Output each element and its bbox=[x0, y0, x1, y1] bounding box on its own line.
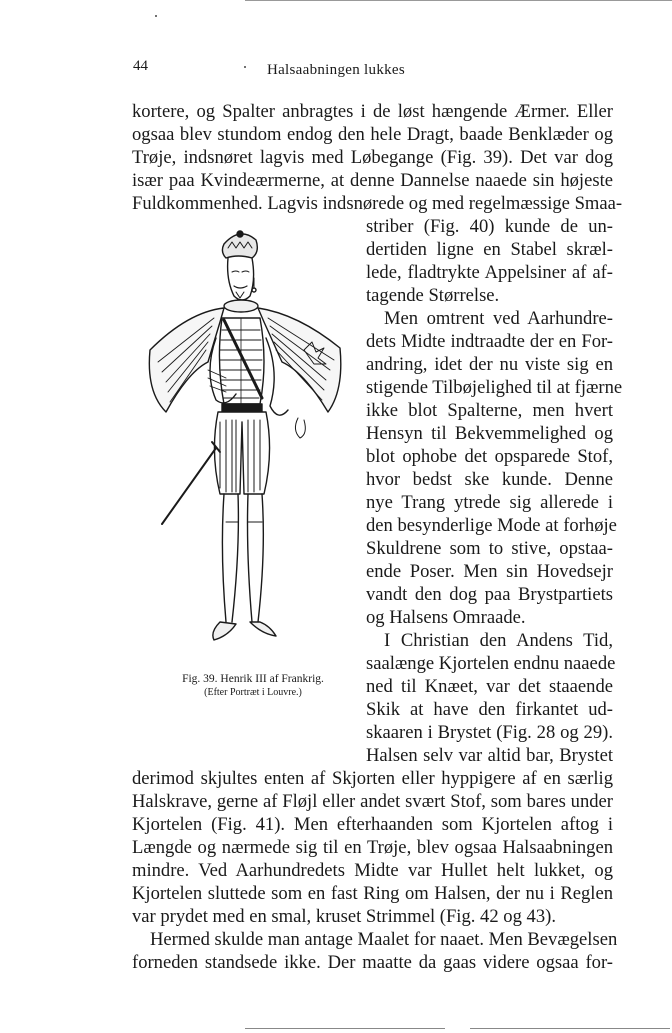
text-line: Skik at have den firkantet ud- bbox=[366, 699, 613, 720]
running-title: Halsaabningen lukkes bbox=[266, 62, 406, 78]
text-line: Trøje, indsnøret lagvis med Løbegange (Fig. 39). Det var dog bbox=[132, 147, 613, 168]
figure-caption: Fig. 39. Henrik III af Frankrig. bbox=[182, 673, 324, 685]
text-line: den besynderlige Mode at forhøje bbox=[366, 515, 617, 536]
text-line: blot ophobe det opsparede Stof, bbox=[366, 446, 613, 467]
figure-credit: (Efter Portræt i Louvre.) bbox=[204, 687, 302, 698]
text-line: ikke blot Spalterne, men hvert bbox=[366, 400, 613, 421]
text-line: dertiden ligne en Stabel skræl- bbox=[366, 239, 613, 260]
text-line: mindre. Ved Aarhundredets Midte var Hullet helt lukket, og bbox=[132, 860, 613, 881]
text-line: ned til Knæet, var det staaende bbox=[366, 676, 613, 697]
text-line: tagende Størrelse. bbox=[366, 285, 500, 306]
top-edge-line bbox=[245, 0, 672, 1]
text-line: Halskrave, gerne af Fløjl eller andet svært Stof, som bares under bbox=[132, 791, 613, 812]
text-line: dets Midte indtraadte der en For- bbox=[366, 331, 613, 352]
text-line: lede, fladtrykte Appelsiner af af- bbox=[366, 262, 613, 283]
text-line: Halsen selv var altid bar, Brystet bbox=[366, 745, 613, 766]
text-line: og Halsens Omraade. bbox=[366, 607, 526, 628]
bottom-edge-line bbox=[470, 1028, 670, 1029]
figure-illustration bbox=[128, 222, 358, 662]
page-number: 44 bbox=[133, 58, 148, 74]
text-line: var prydet med en smal, kruset Strimmel (Fig. 42 og 43). bbox=[132, 906, 556, 927]
text-line: derimod skjultes enten af Skjorten eller hyppigere af en særlig bbox=[132, 768, 613, 789]
text-line: I Christian den Andens Tid, bbox=[384, 630, 613, 651]
text-line: hvor bedst ske kunde. Denne bbox=[366, 469, 613, 490]
text-line: Hermed skulde man antage Maalet for naaet. Men Bevægelsen bbox=[150, 929, 618, 950]
text-line: Men omtrent ved Aarhundre- bbox=[384, 308, 613, 329]
text-line: Kjortelen (Fig. 41). Men efterhaanden som Kjortelen aftog i bbox=[132, 814, 613, 835]
text-line: andring, idet der nu viste sig en bbox=[366, 354, 613, 375]
text-line: ogsaa blev stundom endog den hele Dragt, baade Benklæder og bbox=[132, 124, 613, 145]
text-line: Fuldkommenhed. Lagvis indsnørede og med regelmæssige Smaa- bbox=[132, 193, 623, 214]
text-line: stigende Tilbøjelighed til at fjærne bbox=[366, 377, 623, 398]
text-line: skaaren i Brystet (Fig. 28 og 29). bbox=[366, 722, 613, 743]
text-line: Hensyn til Bekvemmelighed og bbox=[366, 423, 613, 444]
text-line: Skuldrene som to stive, opstaa- bbox=[366, 538, 613, 559]
speck bbox=[155, 15, 157, 17]
text-line: striber (Fig. 40) kunde de un- bbox=[366, 216, 613, 237]
text-line: kortere, og Spalter anbragtes i de løst hængende Ærmer. Eller bbox=[132, 101, 613, 122]
text-line: vandt den dog paa Brystpartiets bbox=[366, 584, 613, 605]
text-line: Kjortelen sluttede som en fast Ring om Halsen, der nu i Reglen bbox=[132, 883, 613, 904]
text-line: ende Poser. Men sin Hovedsejr bbox=[366, 561, 613, 582]
text-line: Længde og nærmede sig til en Trøje, blev ogsaa Halsaabningen bbox=[132, 837, 613, 858]
text-line: nye Trang ytrede sig allerede i bbox=[366, 492, 613, 513]
text-line: især paa Kvindeærmerne, at denne Dannelse naaede sin højeste bbox=[132, 170, 613, 191]
bottom-edge-line bbox=[245, 1028, 445, 1029]
text-line: saalænge Kjortelen endnu naaede bbox=[366, 653, 616, 674]
text-line: forneden standsede ikke. Der maatte da gaas videre ogsaa for- bbox=[132, 952, 613, 973]
